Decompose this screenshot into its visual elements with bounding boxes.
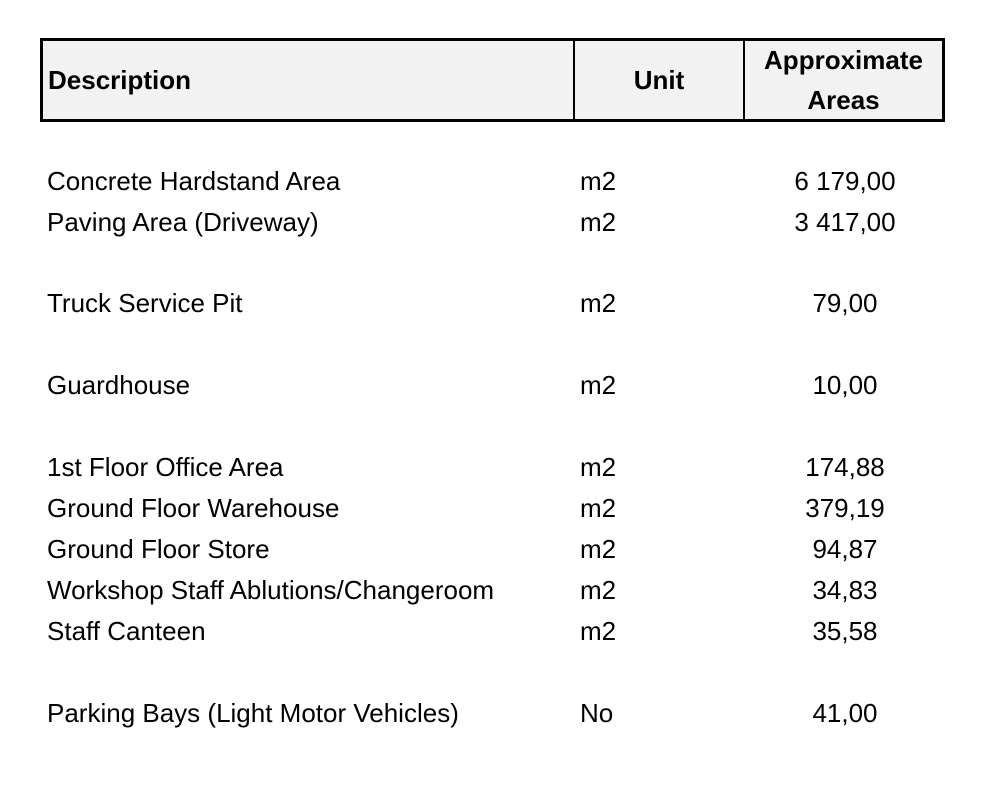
row-description: 1st Floor Office Area — [47, 452, 284, 482]
row-unit: m2 — [580, 493, 617, 523]
row-area: 6 179,00 — [794, 166, 896, 196]
table-row — [0, 695, 1000, 731]
header-description: Description — [43, 41, 575, 119]
table-row — [0, 204, 1000, 240]
row-description: Truck Service Pit — [47, 288, 243, 318]
row-description: Ground Floor Warehouse — [47, 493, 340, 523]
row-area: 79,00 — [812, 288, 878, 318]
table-row — [0, 572, 1000, 608]
row-unit: m2 — [580, 616, 617, 646]
row-description: Guardhouse — [47, 370, 191, 400]
row-area: 10,00 — [812, 370, 878, 400]
table-row — [0, 367, 1000, 403]
table-row — [0, 449, 1000, 485]
row-unit: m2 — [580, 166, 617, 196]
row-unit: m2 — [580, 452, 617, 482]
row-description: Paving Area (Driveway) — [47, 207, 319, 237]
table-row — [0, 490, 1000, 526]
row-unit: m2 — [580, 288, 617, 318]
row-unit: m2 — [580, 207, 617, 237]
row-area: 174,88 — [805, 452, 885, 482]
row-area: 35,58 — [812, 616, 878, 646]
table-row — [0, 163, 1000, 199]
row-description: Workshop Staff Ablutions/Changeroom — [47, 575, 495, 605]
row-area: 41,00 — [812, 698, 878, 728]
row-unit: m2 — [580, 575, 617, 605]
row-area: 379,19 — [805, 493, 885, 523]
row-description: Ground Floor Store — [47, 534, 270, 564]
row-unit: No — [580, 698, 614, 728]
table-row — [0, 531, 1000, 567]
row-area: 94,87 — [812, 534, 878, 564]
row-unit: m2 — [580, 370, 617, 400]
row-area: 3 417,00 — [794, 207, 896, 237]
row-area: 34,83 — [812, 575, 878, 605]
table-row — [0, 613, 1000, 649]
header-unit: Unit — [575, 41, 745, 119]
row-description: Parking Bays (Light Motor Vehicles) — [47, 698, 459, 728]
row-description: Staff Canteen — [47, 616, 206, 646]
row-description: Concrete Hardstand Area — [47, 166, 341, 196]
table-row — [0, 285, 1000, 321]
header-approximate-areas: Approximate Areas — [764, 45, 923, 115]
row-unit: m2 — [580, 534, 617, 564]
